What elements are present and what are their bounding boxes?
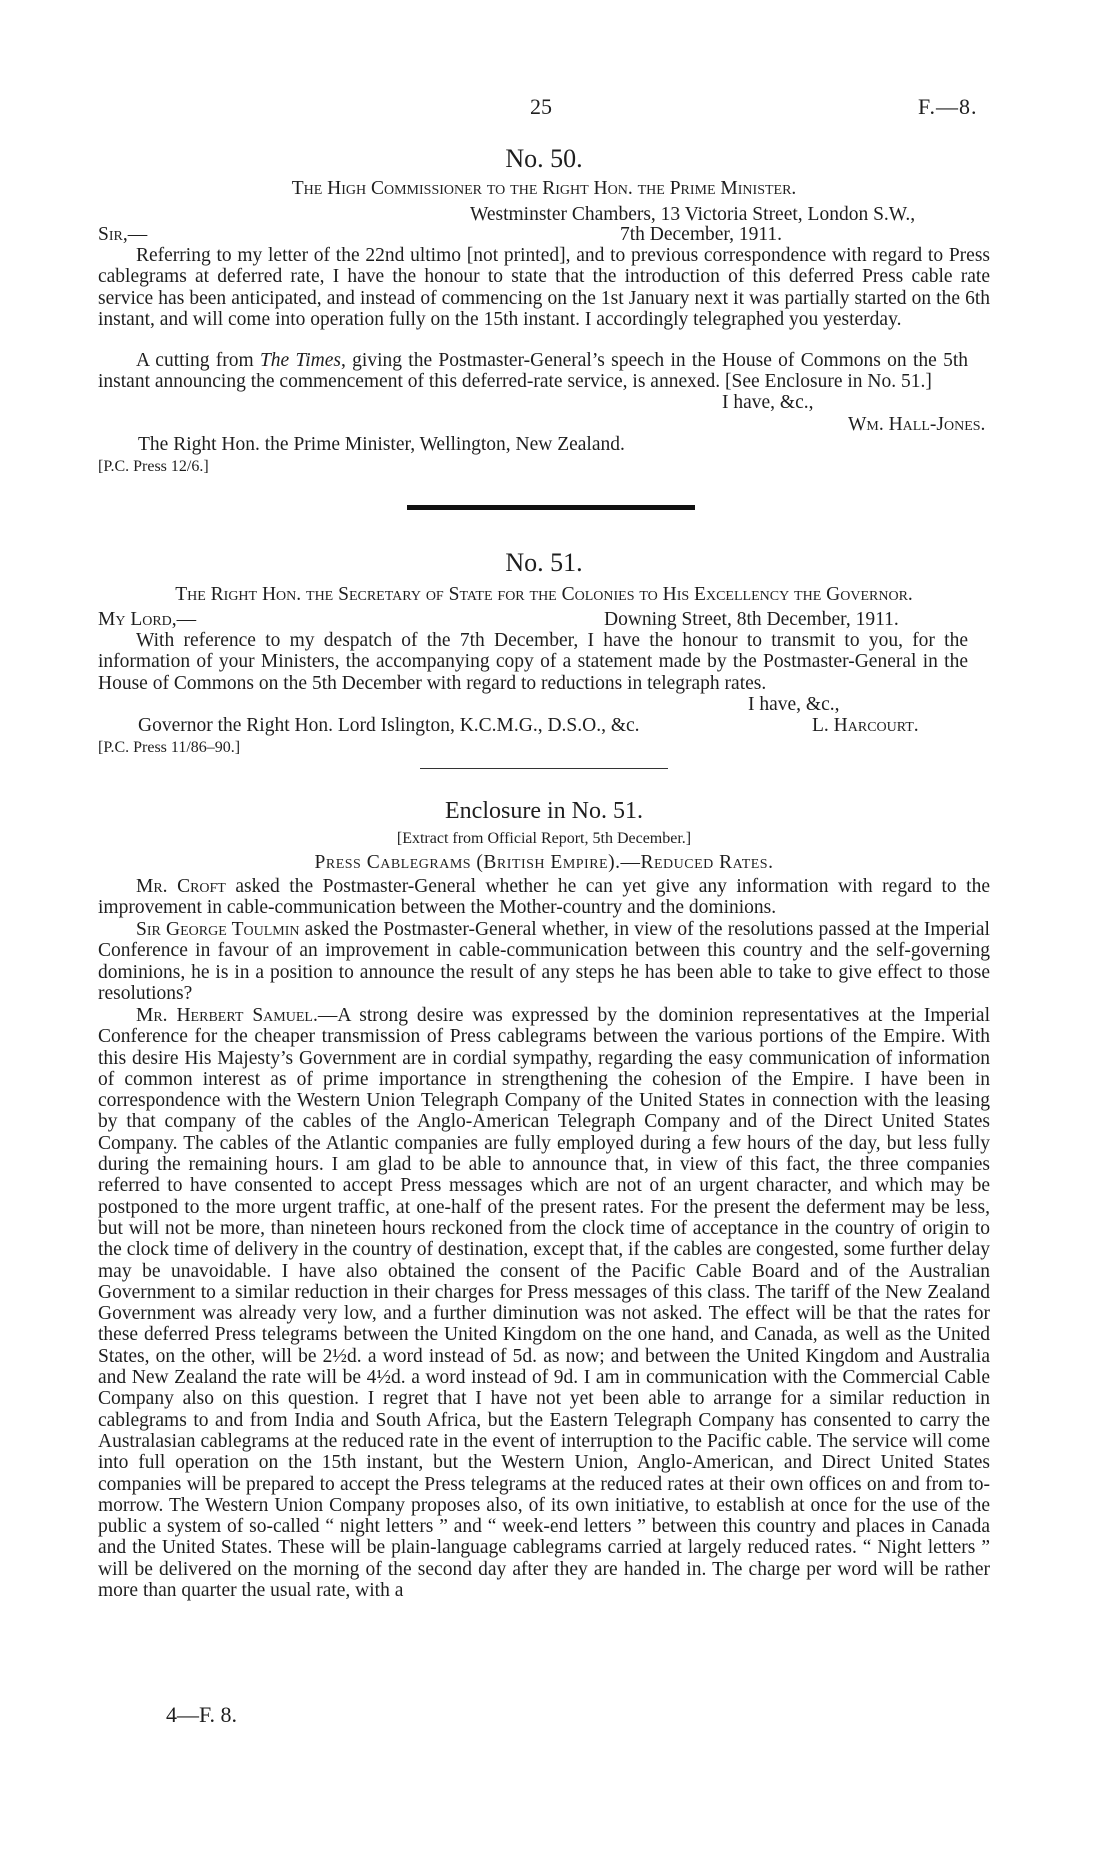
- toulmin-question: asked the Postmaster-General whether, in view of the resolutions passed at the Imperial Conference in favour of an improvement in cable-communication between this country and the self-governing dominions, he is in a position to announce the result of any steps he has been able to take to give effect to those resolutions?: [98, 919, 990, 1004]
- enclosure-heading: Enclosure in No. 51.: [445, 798, 643, 824]
- no50-heading: No. 50.: [505, 144, 583, 173]
- speaker-toulmin: Sir George Toulmin: [136, 919, 300, 940]
- samuel-answer: .—A strong desire was expressed by the dominion representatives at the Imperial Conference for the cheaper transmission of Press cablegrams between the various portions of the Empire. With this desire His Majesty’s Government are in cordial sympathy, regarding the easy communication of information of common interest as of prime importance in strengthening the cohesion of the Empire. I have been in correspondence with the Western Union Telegraph Company of the United States in connection with the leasing by that company of the cables of the Anglo-American Telegraph Company and of the Direct United States Company. The cables of the Atlantic companies are fully employed during a few hours of the day, but less fully during the remaining hours. I am glad to be able to announce that, in view of this fact, the three companies referred to have consented to accept Press messages which are not of an urgent character, and which may be postponed to the more urgent traffic, at one-half of the present rates. For the present the deferment may be less, but will not be more, than nineteen hours reckoned from the clock time of acceptance in the country of origin to the clock time of delivery in the country of destination, except that, if the cables are congested, some further delay may be unavoidable. I have also obtained the consent of the Pacific Cable Board and of the Australian Government to a similar reduction in their charges for Press messages of this class. The tariff of the New Zealand Government was already very low, and a further diminution was not asked. The effect will be that the rates for these deferred Press telegrams between the United Kingdom on the one hand, and Canada, as well as the United States, on the other, will be 2½d. a word instead of 5d. as now; and between the United Kingdom and Australia and New Zealand the rate will be 4½d. a word instead of 9d. I am in communication with the Commercial Cable Company also on this question. I regret that I have not yet been able to arrange for a similar reduction in cablegrams to and from India and South Africa, but the Eastern Telegraph Company has consented to carry the Australasian cablegrams at the reduced rate in the event of interruption to the Pacific cable. The service will come into full operation on the 15th instant, but the Western Union, Anglo-American, and Direct United States companies will be prepared to accept the Press telegrams at the reduced rates at their own offices on and from to-morrow. The Western Union Company proposes also, of its own initiative, to establish at once for the use of the public a system of so-called “ night letters ” and “ week-end letters ” between this country and places in Canada and the United States. These will be plain-language cablegrams carried at largely reduced rates. “ Night letters ” will be delivered on the morning of the second day after they are handed in. The charge per word will be rather more than quarter the usual rate, with a: [98, 1005, 990, 1602]
- no50-paragraph-2: [98, 350, 968, 393]
- no50-closing: I have, &c.,: [722, 392, 814, 413]
- enclosure-title: Press Cablegrams (British Empire).—Reduced Rates.: [314, 852, 774, 873]
- speaker-samuel: Mr. Herbert Samuel: [136, 1005, 313, 1026]
- page-number: 25: [530, 94, 552, 119]
- no50-paragraph-2-italic: The Times: [259, 350, 342, 371]
- no50-file-reference: [P.C. Press 12/6.]: [98, 458, 209, 475]
- no51-paragraph-1: With reference to my despatch of the 7th December, I have the honour to transmit to you, for the information of your Ministers, the accompanying copy of a statement made by the Postmaster-General in the House of Commons on the 5th December with regard to reductions in telegraph rates.: [98, 630, 968, 694]
- no51-file-reference: [P.C. Press 11/86–90.]: [98, 739, 241, 756]
- enclosure-paragraph-croft: [98, 876, 990, 919]
- enclosure-extract-note: [Extract from Official Report, 5th December.]: [396, 830, 692, 847]
- no51-closing: I have, &c.,: [748, 694, 840, 715]
- no50-salutation: Sir,—: [98, 224, 148, 245]
- no50-paragraph-2-lead: A cutting from: [136, 350, 260, 371]
- no50-paragraph-1: Referring to my letter of the 22nd ultimo [not printed], and to previous correspondence with regard to Press cablegrams at deferred rate, I have the honour to state that the introduction of this deferred Press cable rate service has been anticipated, and instead of commencing on the 1st January next it was partially started on the 6th instant, and will come into operation fully on the 15th instant. I accordingly telegraphed you yesterday.: [98, 245, 990, 330]
- no50-paragraph-2-rest: , giving the Postmaster-General’s speech in the House of Commons on the 5th instant announcing the commencement of this deferred-rate service, is annexed. [See Enclosure in No. 51.]: [98, 350, 968, 393]
- no51-heading: No. 51.: [505, 548, 583, 577]
- no50-subtitle: The High Commissioner to the Right Hon. the Prime Minister.: [291, 178, 797, 199]
- no51-addressee: Governor the Right Hon. Lord Islington, K.C.M.G., D.S.O., &c.: [138, 715, 640, 736]
- section-divider-thick: [407, 505, 695, 510]
- no50-date: 7th December, 1911.: [620, 224, 783, 245]
- no51-date-line: Downing Street, 8th December, 1911.: [604, 609, 899, 630]
- no51-signature: L. Harcourt.: [812, 715, 919, 736]
- enclosure-paragraph-toulmin: [98, 919, 990, 1004]
- no51-salutation: My Lord,—: [98, 609, 197, 630]
- document-reference: F.—8.: [918, 94, 978, 119]
- no50-address: Westminster Chambers, 13 Victoria Street, London S.W.,: [470, 204, 916, 225]
- croft-question: asked the Postmaster-General whether he can yet give any information with regard to the improvement in cable-communication between the Mother-country and the dominions.: [98, 876, 990, 919]
- page-footer: 4—F. 8.: [166, 1702, 237, 1727]
- no50-addressee: The Right Hon. the Prime Minister, Wellington, New Zealand.: [138, 434, 625, 455]
- enclosure-paragraph-samuel: [98, 1005, 990, 1601]
- no50-signature: Wm. Hall-Jones.: [848, 414, 986, 435]
- speaker-croft: Mr. Croft: [136, 876, 226, 897]
- no51-subtitle: The Right Hon. the Secretary of State for the Colonies to His Excellency the Governor.: [175, 584, 913, 605]
- section-divider-thin: [420, 768, 668, 769]
